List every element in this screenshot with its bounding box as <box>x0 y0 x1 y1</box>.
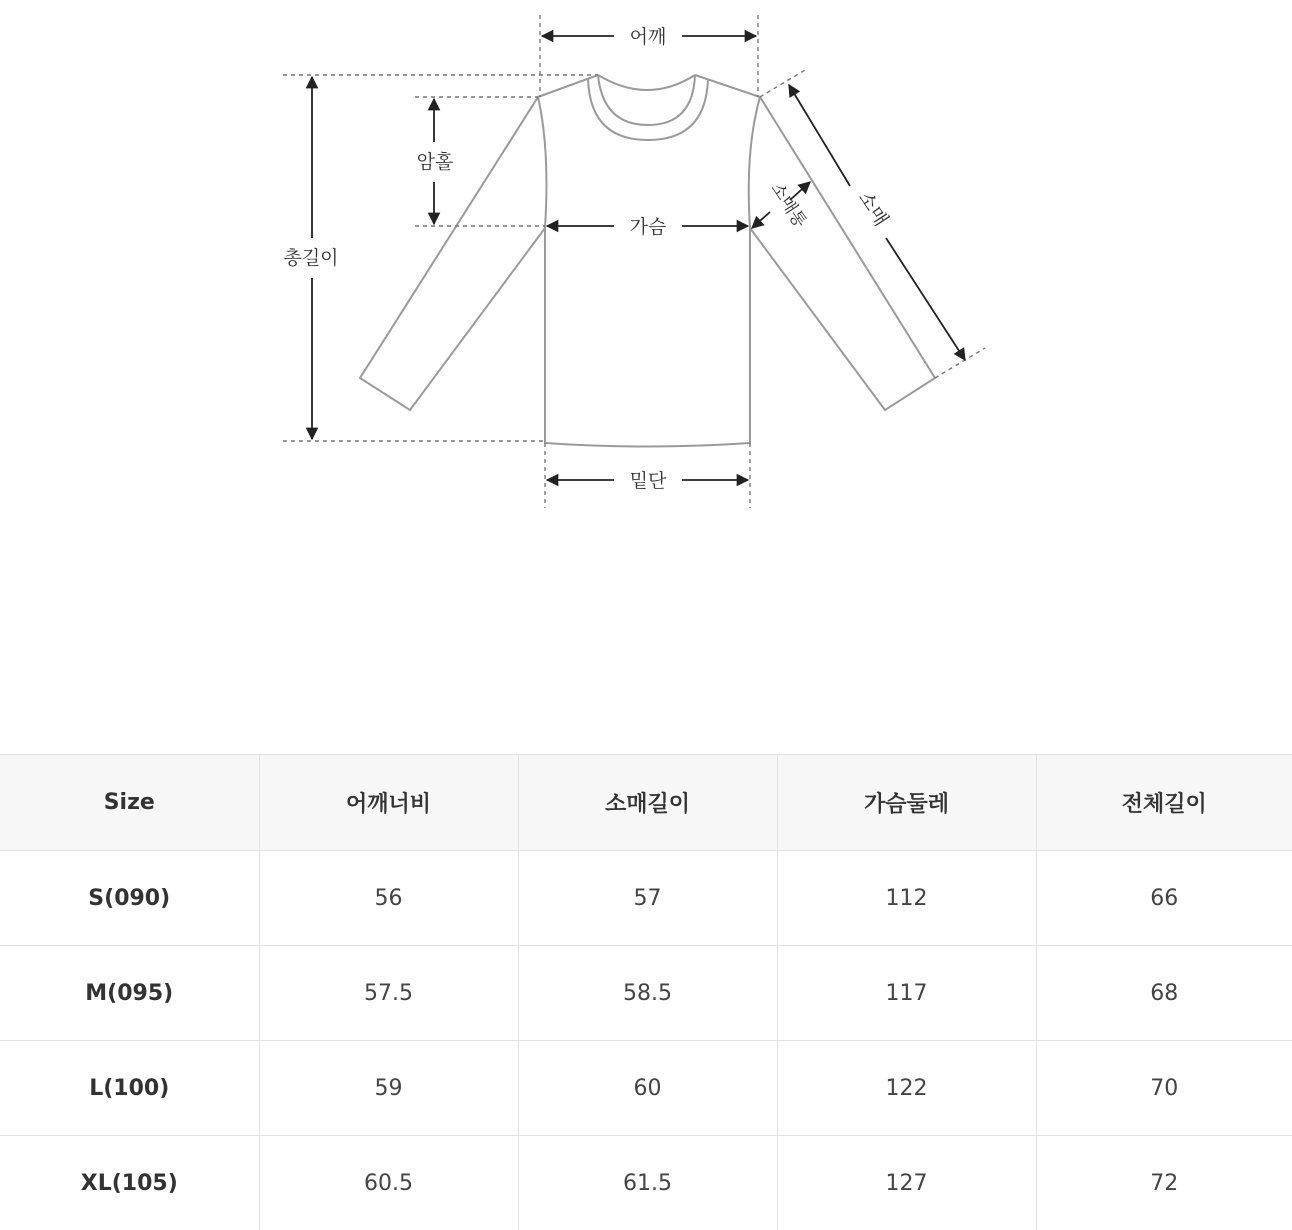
size-table <box>0 754 1292 1230</box>
size-diagram <box>0 0 1292 560</box>
size-cell: S(090) <box>0 851 259 946</box>
left-sleeve-seam <box>538 97 546 228</box>
chest-circumference-cell: 112 <box>777 851 1036 946</box>
table-row <box>0 1136 1292 1230</box>
total-length-label: 총길이 <box>283 247 338 269</box>
total-length-cell: 70 <box>1036 1041 1292 1136</box>
header-shoulder-width: 어깨너비 <box>259 755 518 851</box>
shoulder-width-cell: 57.5 <box>259 946 518 1041</box>
shoulder-label: 어깨 <box>630 26 667 48</box>
chest-circumference-cell: 117 <box>777 946 1036 1041</box>
measurement-arrows <box>312 36 965 480</box>
size-cell: M(095) <box>0 946 259 1041</box>
chest-circumference-cell: 122 <box>777 1041 1036 1136</box>
header-size: Size <box>0 755 259 851</box>
armhole-label: 암홀 <box>417 150 454 173</box>
sleeve-length-cell: 61.5 <box>518 1136 777 1230</box>
sleeve-length-cell: 60 <box>518 1041 777 1136</box>
chest-label: 가슴 <box>630 216 667 238</box>
total-length-cell: 68 <box>1036 946 1292 1041</box>
table-header-row <box>0 755 1292 851</box>
size-cell: XL(105) <box>0 1136 259 1230</box>
header-chest-circumference: 가슴둘레 <box>777 755 1036 851</box>
header-sleeve-length: 소매길이 <box>518 755 777 851</box>
size-cell: L(100) <box>0 1041 259 1136</box>
right-sleeve-seam <box>749 97 760 228</box>
sleeve-length-cell: 58.5 <box>518 946 777 1041</box>
sleeve-width-arrow-bottom <box>752 212 770 228</box>
sleeve-label: 소매 <box>854 187 892 230</box>
shoulder-width-cell: 59 <box>259 1041 518 1136</box>
total-length-cell: 66 <box>1036 851 1292 946</box>
sleeve-arrow-top <box>789 85 850 186</box>
sleeve-width-label: 소매통 <box>766 179 810 232</box>
collar-outer <box>598 75 695 90</box>
header-total-length: 전체길이 <box>1036 755 1292 851</box>
table-row <box>0 851 1292 946</box>
collar-inner <box>588 79 708 140</box>
shoulder-width-cell: 60.5 <box>259 1136 518 1230</box>
hem-label: 밑단 <box>630 470 667 492</box>
sleeve-arrow-bottom <box>886 238 965 360</box>
table-row <box>0 1041 1292 1136</box>
sleeve-length-cell: 57 <box>518 851 777 946</box>
total-length-cell: 72 <box>1036 1136 1292 1230</box>
chest-circumference-cell: 127 <box>777 1136 1036 1230</box>
tshirt-outline <box>360 75 935 447</box>
shoulder-width-cell: 56 <box>259 851 518 946</box>
table-row <box>0 946 1292 1041</box>
tshirt-diagram-svg <box>0 0 1292 560</box>
tshirt-body-outline <box>360 75 935 447</box>
